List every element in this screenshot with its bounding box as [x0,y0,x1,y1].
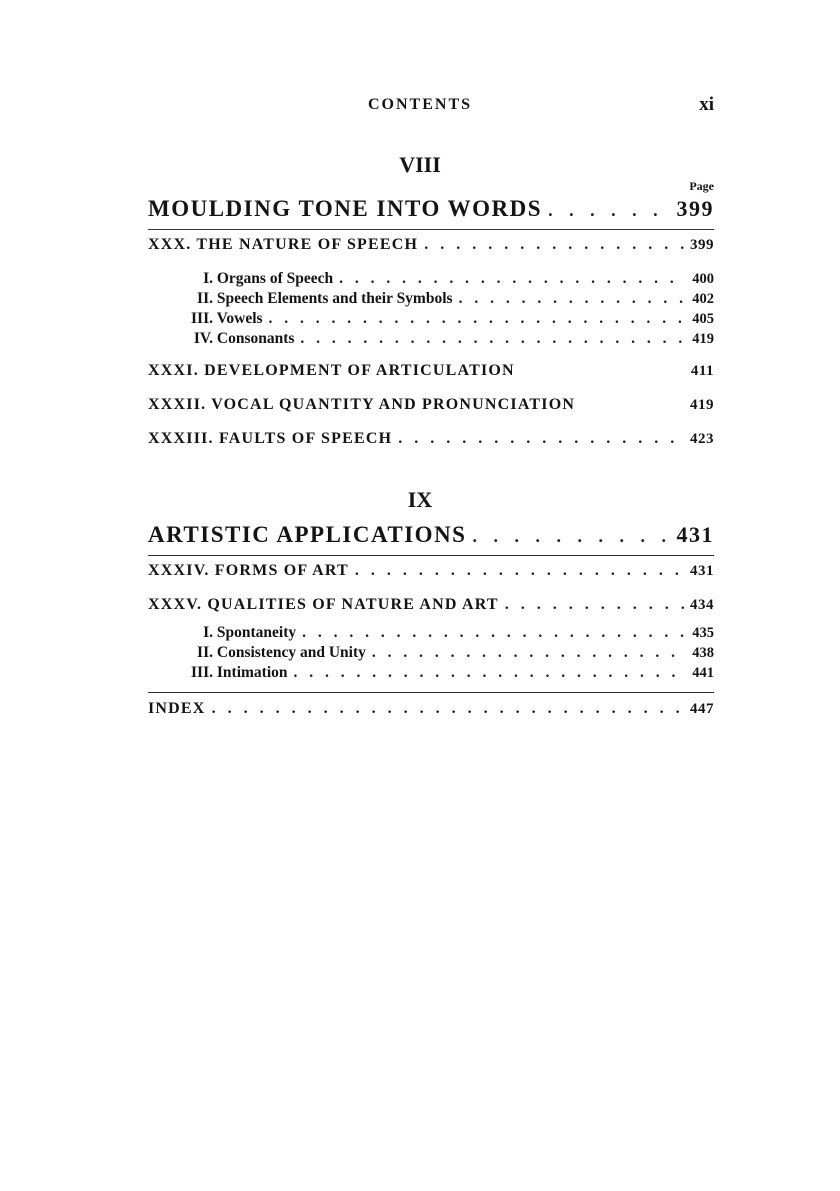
page-number: 402 [692,291,714,307]
dot-leader [459,290,687,308]
page-number: 419 [690,397,714,413]
section-label: Vowels [216,310,263,327]
dot-leader [355,562,684,580]
chapter-row [148,562,714,580]
dot-leader [212,700,684,718]
section-row [163,624,714,642]
part-numeral: VIII [399,152,441,177]
page-number: 399 [676,196,714,221]
page-number: 431 [690,563,714,579]
section-row [163,270,714,288]
page-number: 447 [690,701,714,717]
divider [148,229,714,230]
section-title [163,310,263,328]
section-number: III. [191,310,213,327]
chapter-row [148,396,714,414]
dot-leader [505,596,684,614]
chapter-title: XXXIII. FAULTS OF SPEECH [148,430,393,447]
dot-leader [302,624,686,642]
section-title [163,290,453,308]
section-number: II. [197,290,213,307]
dot-leader [372,644,686,662]
page-number: 438 [692,645,714,661]
part-numeral: IX [407,487,433,512]
part-title: ARTISTIC APPLICATIONS [148,522,467,547]
section-label: Consonants [216,330,295,347]
section-number: III. [191,664,213,681]
chapter-row [148,362,714,380]
chapter-title: XXX. THE NATURE OF SPEECH [148,236,419,253]
section-row [163,290,714,308]
divider [148,692,714,693]
dot-leader [548,200,670,221]
dot-leader [398,430,684,448]
page-number: 400 [692,271,714,287]
section-label: Intimation [216,664,288,681]
chapter-row [148,236,714,254]
section-title [163,664,288,682]
page-number: 419 [692,331,714,347]
part-title: MOULDING TONE INTO WORDS [148,196,543,221]
section-title [163,644,366,662]
chapter-row [148,430,714,448]
section-row [163,330,714,348]
dot-leader [269,310,687,328]
section-label: Consistency and Unity [216,644,366,661]
section-number: I. [203,270,213,287]
chapter-title: XXXIV. FORMS OF ART [148,562,349,579]
page-folio: xi [699,94,714,115]
running-head: CONTENTS [367,96,473,113]
section-title [163,270,333,288]
page-number: 411 [690,363,714,379]
page-number: 399 [690,237,714,253]
section-number: II. [197,644,213,661]
page-number: 441 [692,665,714,681]
section-title [163,624,296,642]
section-label: Spontaneity [216,624,297,641]
chapter-title: XXXI. DEVELOPMENT OF ARTICULATION [148,362,515,379]
page-number: 434 [690,597,714,613]
page-column-label: Page [689,179,714,193]
page-number: 431 [676,522,714,547]
page-number: 405 [692,311,714,327]
divider [148,555,714,556]
chapter-row [148,596,714,614]
dot-leader [472,526,670,547]
part-title-row [148,522,714,548]
dot-leader [424,236,684,254]
section-label: Speech Elements and their Symbols [216,290,453,307]
dot-leader [294,664,687,682]
section-number: I. [203,624,213,641]
index-row [148,700,714,718]
page-number: 423 [690,431,714,447]
section-number: IV. [193,330,213,347]
page-number: 435 [692,625,714,641]
section-row [163,664,714,682]
section-row [163,310,714,328]
dot-leader [300,330,686,348]
section-title [163,330,294,348]
section-row [163,644,714,662]
dot-leader [339,270,686,288]
section-label: Organs of Speech [216,270,334,287]
part-title-row [148,196,714,222]
index-title: INDEX [148,700,206,717]
chapter-title: XXXII. VOCAL QUANTITY AND PRONUNCIATION [148,396,576,413]
chapter-title: XXXV. QUALITIES OF NATURE AND ART [148,596,499,613]
